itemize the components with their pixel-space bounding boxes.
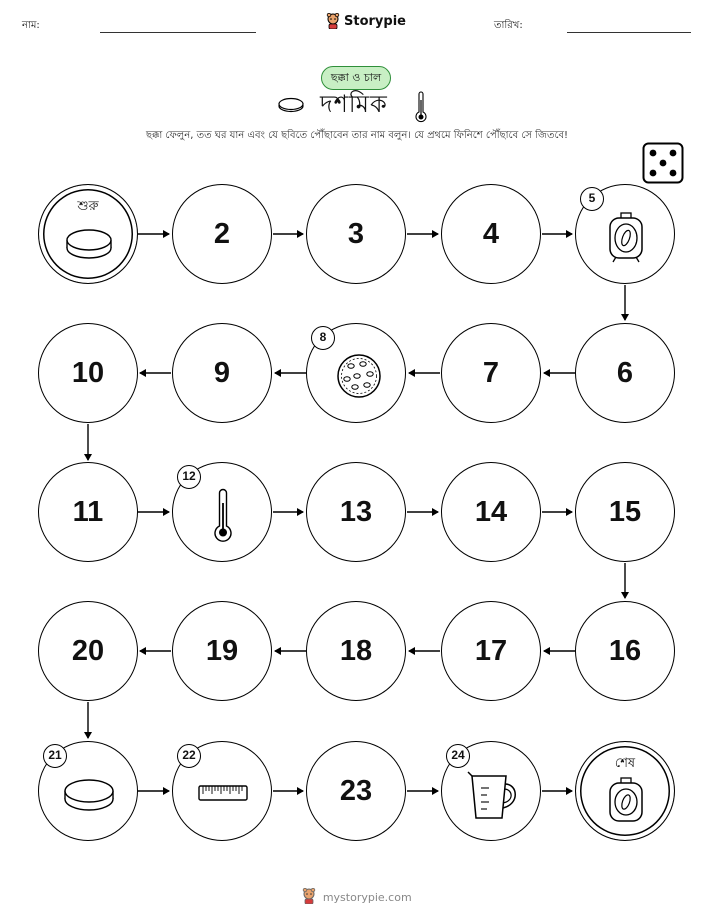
board-cell: [38, 323, 138, 423]
cell-number: 10: [71, 356, 105, 389]
board-cell: [172, 184, 272, 284]
picture-cell: [172, 462, 272, 562]
picture-cell: [306, 323, 406, 423]
footer-site[interactable]: mystorypie.com: [322, 891, 412, 904]
cell-number: 7: [482, 356, 500, 389]
instructions: ছক্কা ফেলুন, তত ঘর যান এবং যে ছবিতে পৌঁছাবেন তার নাম বলুন। যে প্রথমে ফিনিশে পৌঁছাবে সে জিতবে!: [145, 130, 569, 141]
cell-number: 6: [616, 356, 634, 389]
cell-badge: 21: [43, 744, 67, 768]
stopwatch-icon: [576, 742, 676, 842]
picture-cell: [575, 184, 675, 284]
cell-number: 23: [339, 774, 373, 807]
board-cell: [575, 601, 675, 701]
board-cell: [38, 601, 138, 701]
footer: [0, 888, 714, 904]
cell-number: 19: [205, 634, 239, 667]
start-label: শুরু: [77, 199, 99, 214]
board-cell: [172, 323, 272, 423]
cell-number: 2: [213, 217, 231, 250]
game-tag: ছক্কা ও চাল: [321, 66, 391, 90]
board-cell: [441, 323, 541, 423]
board-cell: [306, 462, 406, 562]
cell-badge: 8: [311, 326, 335, 350]
storypie-mascot-icon: [302, 888, 316, 904]
date-label: তারিখ:: [494, 20, 523, 31]
end-cell: [575, 741, 675, 841]
cell-number: 11: [72, 495, 104, 528]
cell-number: 14: [474, 495, 508, 528]
cell-number: 4: [482, 217, 500, 250]
board-cell: [441, 184, 541, 284]
cell-number: 18: [339, 634, 373, 667]
cell-number: 3: [347, 217, 365, 250]
coin-icon: [39, 185, 139, 285]
page-title: দশমিক: [320, 90, 388, 118]
board-cell: [575, 323, 675, 423]
end-label: শেষ: [614, 756, 636, 771]
cell-number: 17: [474, 634, 508, 667]
board-cell: [306, 601, 406, 701]
picture-cell: [441, 741, 541, 841]
board-cell: [441, 601, 541, 701]
board-cell: [441, 462, 541, 562]
cell-number: 9: [213, 356, 231, 389]
board-cell: [575, 462, 675, 562]
board-cell: [172, 601, 272, 701]
cell-badge: 24: [446, 744, 470, 768]
start-cell: [38, 184, 138, 284]
board-cell: [38, 462, 138, 562]
picture-cell: [172, 741, 272, 841]
brand-name: Storypie: [344, 13, 406, 29]
cell-number: 16: [608, 634, 642, 667]
cell-badge: 22: [177, 744, 201, 768]
cell-number: 13: [339, 495, 373, 528]
cell-badge: 5: [580, 187, 604, 211]
board-cell: [306, 741, 406, 841]
board-cell: [306, 184, 406, 284]
name-label: নাম:: [22, 20, 40, 31]
picture-cell: [38, 741, 138, 841]
cell-number: 20: [71, 634, 105, 667]
cell-number: 15: [608, 495, 642, 528]
cell-badge: 12: [177, 465, 201, 489]
